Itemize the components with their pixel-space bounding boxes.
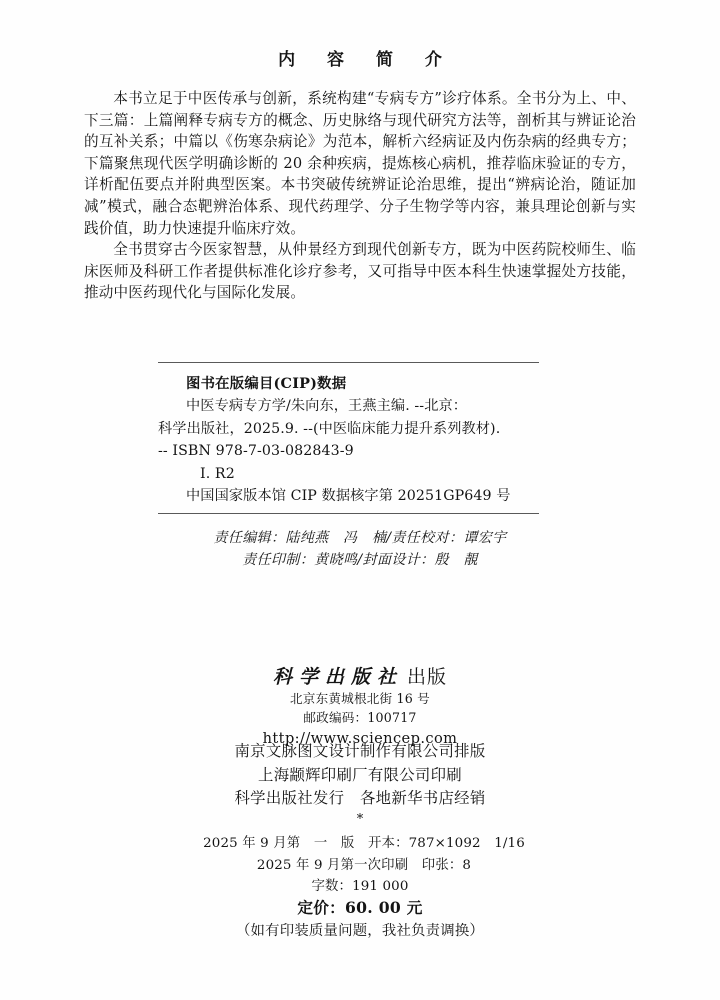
impression-line: 2025 年 9 月第一次印刷 印张：8 [256, 857, 472, 873]
abstract-body [84, 70, 636, 304]
cip-publisher-series-line: 科学出版社，2025.9. --(中医临床能力提升系列教材). [158, 420, 501, 437]
publisher-website[interactable]: http://www.sciencep.com [262, 730, 458, 747]
distribution-line: 科学出版社发行 各地新华书店经销 [234, 789, 486, 807]
page-title: 内 容 简 介 [278, 50, 455, 70]
publisher-imprint [0, 663, 720, 749]
print-information [0, 833, 720, 898]
price-line: 定价：60. 00 元 [297, 898, 423, 917]
cip-rule-bottom [158, 513, 539, 514]
publisher-address: 北京东黄城根北街 16 号 [290, 691, 430, 706]
abstract-paragraph-1: 本书立足于中医传承与创新，系统构建“专病专方”诊疗体系。全书分为上、中、下三篇：上篇阐释专病专方的概念、历史脉络与现代研究方法等，剖析其与辨证论治的互补关系；中篇以《伤寒杂病论》为范本，解析六经病证及内伤杂病的经典专方；下篇聚焦现代医学明确诊断的 20 余种疾病，提炼核心病机，推荐临床验证的专方，详析配伍要点并附典型医案。本书突破传统辨证论治思维，提出“辨病论治，随证加减”模式，融合态靶辨治体系、现代药理学、分子生物学等内容，兼具理论创新与实践价值，助力快速提升临床疗效。 [84, 90, 636, 237]
abstract-paragraph-2: 全书贯穿古今医家智慧，从仲景经方到现代创新专方，既为中医药院校师生、临床医师及科研工作者提供标准化诊疗参考，又可指导中医本科生快速掌握处方技能，推动中医药现代化与国际化发展。 [84, 241, 636, 302]
credits-production-line: 责任印制：黄晓鸣/封面设计：殷 靚 [242, 552, 478, 568]
cip-content [158, 363, 539, 507]
edition-line: 2025 年 9 月第 一 版 开本：787×1092 1/16 [203, 836, 525, 851]
cip-title-author-line: 中医专病专方学/朱向东，王燕主编. --北京： [186, 398, 468, 415]
publisher-postcode: 邮政编码：100717 [303, 709, 417, 725]
cip-block [158, 362, 539, 514]
credits-editor-line: 责任编辑：陆纯燕 冯 楠/责任校对：谭宏宇 [213, 530, 507, 546]
quality-guarantee-note: （如有印装质量问题，我社负责调换） [235, 923, 485, 939]
science-press-logo: 科学出版社 [272, 666, 403, 688]
publisher-suffix: 出版 [407, 666, 448, 688]
asterisk-divider: * [356, 812, 364, 827]
cip-registry-number-line: 中国国家版本馆 CIP 数据核字第 20251GP649 号 [186, 488, 511, 505]
printer-line: 上海颛辉印刷厂有限公司印刷 [258, 765, 462, 784]
wordcount-line: 字数：191 000 [311, 879, 409, 894]
typesetter-line: 南京文脉图文设计制作有限公司排版 [234, 742, 486, 760]
cip-classification-line: Ⅰ. R2 [200, 465, 235, 482]
publisher-line [0, 663, 720, 690]
cip-heading: 图书在版编目(CIP)数据 [186, 375, 347, 392]
cip-isbn-line: -- ISBN 978-7-03-082843-9 [158, 443, 354, 460]
production-credits [0, 740, 720, 811]
staff-credits [0, 527, 720, 571]
